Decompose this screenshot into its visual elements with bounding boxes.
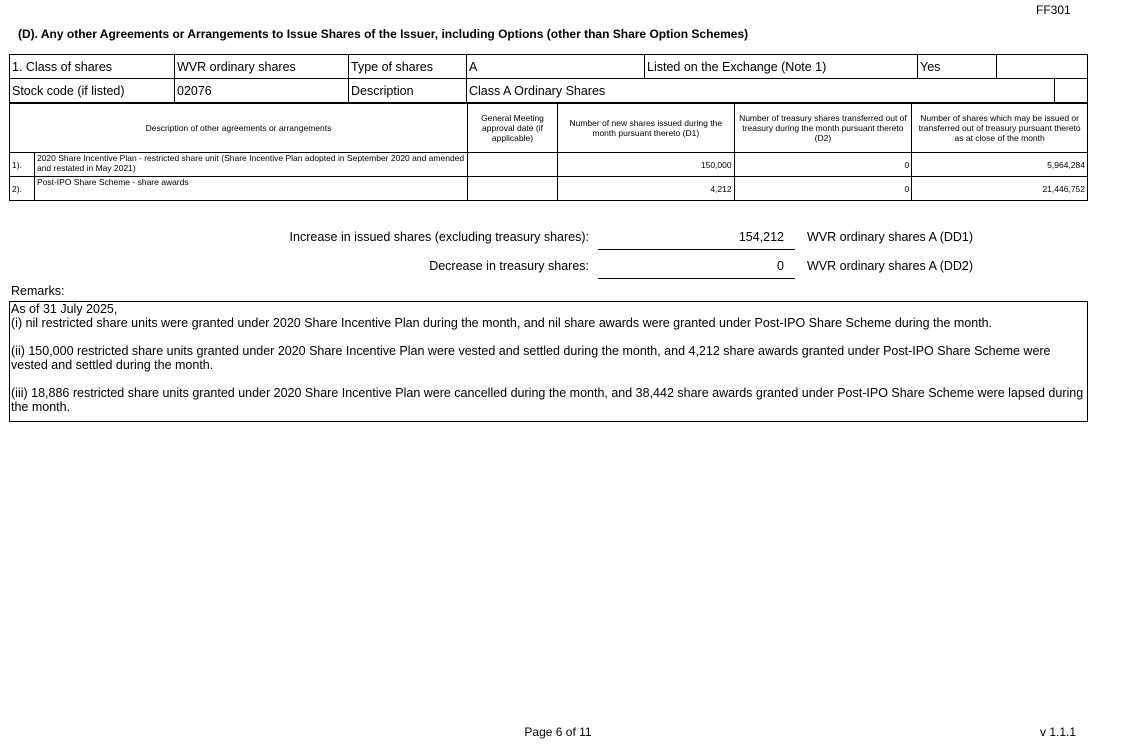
header-remaining: Number of shares which may be issued or transferred out of treasury pursuant thereto as at close of the month (912, 104, 1088, 153)
header-description: Description of other agreements or arrangements (10, 104, 468, 153)
increase-label: Increase in issued shares (excluding treasury shares): (289, 230, 589, 244)
version-label: v 1.1.1 (1040, 725, 1077, 739)
remarks-item-2: (ii) 150,000 restricted share units granted under 2020 Share Incentive Plan were vested and settled during the month, and 4,212 share awards granted under Post-IPO Share Scheme were vested and settled during the month. (11, 344, 1051, 372)
section-title: (D). Any other Agreements or Arrangements to Issue Shares of the Issuer, including Options (other than Share Option Schemes) (18, 27, 749, 41)
share-class-info-table (9, 54, 1088, 103)
row-d2: 0 (734, 153, 912, 177)
type-of-shares-value: A (467, 55, 645, 79)
header-d2: Number of treasury shares transferred out of treasury during the month pursuant thereto (D2) (734, 104, 912, 153)
increase-unit: WVR ordinary shares A (DD1) (807, 230, 974, 244)
empty-cell (997, 55, 1088, 79)
decrease-label: Decrease in treasury shares: (429, 259, 589, 273)
empty-cell (1055, 79, 1088, 103)
remarks-intro: As of 31 July 2025, (11, 302, 118, 316)
row-remaining: 21,446,752 (912, 177, 1088, 201)
row-approval-date (468, 153, 558, 177)
class-of-shares-value: WVR ordinary shares (175, 55, 349, 79)
agreements-table (9, 103, 1088, 201)
row-d1: 150,000 (557, 153, 734, 177)
row-description: 2020 Share Incentive Plan - restricted share unit (Share Incentive Plan adopted in September 2020 and amended and restated in May 2021) (34, 153, 467, 177)
listed-value: Yes (918, 55, 997, 79)
description-label: Description (349, 79, 467, 103)
row-index: 2). (10, 177, 35, 201)
stock-code-label: Stock code (if listed) (10, 79, 175, 103)
form-code: FF301 (1036, 3, 1071, 17)
decrease-value: 0 (777, 259, 784, 273)
remarks-label: Remarks: (11, 284, 65, 298)
type-of-shares-label: Type of shares (349, 55, 467, 79)
remarks-item-1: (i) nil restricted share units were granted under 2020 Share Incentive Plan during the month, and nil share awards were granted under Post-IPO Share Scheme during the month. (11, 316, 993, 330)
header-approval-date: General Meeting approval date (if applicable) (468, 104, 558, 153)
decrease-underline (598, 278, 795, 279)
row-description: Post-IPO Share Scheme - share awards (34, 177, 467, 201)
class-of-shares-label: 1. Class of shares (10, 55, 175, 79)
listed-label: Listed on the Exchange (Note 1) (645, 55, 918, 79)
remarks-box (9, 301, 1088, 422)
row-index: 1). (10, 153, 35, 177)
table-row (10, 177, 1088, 201)
page-number: Page 6 of 11 (524, 725, 592, 739)
row-d1: 4,212 (557, 177, 734, 201)
table-row (10, 153, 1088, 177)
remarks-item-3: (iii) 18,886 restricted share units granted under 2020 Share Incentive Plan were cancelled during the month, and 38,442 share awards granted under Post-IPO Share Scheme were lapsed during the month. (11, 386, 1084, 414)
row-d2: 0 (734, 177, 912, 201)
description-value: Class A Ordinary Shares (467, 79, 1055, 103)
stock-code-value: 02076 (175, 79, 349, 103)
increase-value: 154,212 (738, 230, 784, 244)
row-remaining: 5,964,284 (912, 153, 1088, 177)
row-approval-date (468, 177, 558, 201)
increase-underline (598, 249, 795, 250)
decrease-unit: WVR ordinary shares A (DD2) (807, 259, 974, 273)
header-d1: Number of new shares issued during the month pursuant thereto (D1) (557, 104, 734, 153)
